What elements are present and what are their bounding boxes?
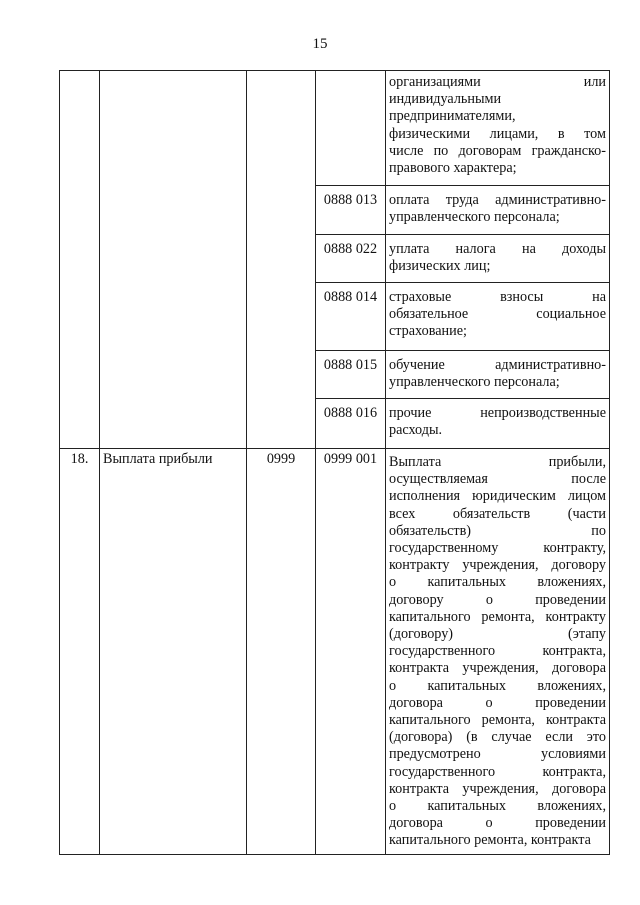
description-line: о капитальных вложениях, — [389, 574, 606, 591]
description-line: обучение административно- — [389, 357, 606, 373]
description-cell — [386, 235, 610, 283]
description-line: всех обязательств (части — [389, 505, 606, 522]
description-line: страховые взносы на — [389, 289, 606, 305]
row-name-cell: Выплата прибыли — [100, 449, 247, 855]
description-cell — [386, 186, 610, 235]
description-line: предусмотрено условиями — [389, 746, 606, 763]
description-line: о капитальных вложениях, — [389, 798, 606, 815]
sub-code-cell: 0888 013 — [316, 186, 386, 235]
description-line: оплата труда административно- — [389, 192, 606, 208]
sub-code-cell: 0888 016 — [316, 399, 386, 449]
description-line: договора о проведении — [389, 815, 606, 832]
description-line: уплата налога на доходы — [389, 241, 606, 257]
sub-code-cell: 0888 015 — [316, 351, 386, 399]
description-line: исполнения юридическим лицом — [389, 488, 606, 505]
description-line: страхование; — [389, 323, 467, 340]
sub-code-cell: 0999 001 — [316, 449, 386, 855]
description-line: физическими лицами, в том — [389, 125, 606, 142]
table-row-18 — [60, 449, 610, 855]
sub-code-cell — [316, 71, 386, 186]
description-line: государственного контракта, — [389, 643, 606, 660]
description-line: осуществляемая после — [389, 471, 606, 488]
description-line: управленческого персонала; — [389, 374, 560, 391]
description-cell — [386, 351, 610, 399]
description-line: прочие непроизводственные — [389, 405, 606, 421]
row-number-cell — [60, 71, 100, 449]
description-line: обязательное социальное — [389, 306, 606, 323]
description-line: договору о проведении — [389, 591, 606, 608]
description-cell — [386, 399, 610, 449]
row-code-cell: 0999 — [247, 449, 316, 855]
description-line: Выплата прибыли, — [389, 454, 606, 470]
description-line: (договора) (в случае если это — [389, 729, 606, 746]
description-line: физических лиц; — [389, 258, 491, 275]
description-line: индивидуальными — [389, 91, 502, 108]
description-line: организациями или — [389, 74, 606, 90]
description-line: государственному контракту, — [389, 540, 606, 557]
description-line: капитального ремонта, контракта — [389, 832, 591, 849]
sub-code-cell: 0888 022 — [316, 235, 386, 283]
description-line: расходы. — [389, 422, 443, 439]
description-line: правового характера; — [389, 160, 517, 177]
description-line: обязательств) по — [389, 522, 606, 539]
description-cell — [386, 449, 610, 855]
description-cell — [386, 71, 610, 186]
description-line: контракту учреждения, договору — [389, 557, 606, 574]
description-line: (договору) (этапу — [389, 626, 606, 643]
description-line: числе по договорам гражданско- — [389, 142, 606, 159]
row-code-cell — [247, 71, 316, 449]
page-number: 15 — [312, 36, 328, 52]
description-line: государственного контракта, — [389, 763, 606, 780]
row-name-cell — [100, 71, 247, 449]
description-line: договора о проведении — [389, 694, 606, 711]
description-line: о капитальных вложениях, — [389, 677, 606, 694]
description-line: управленческого персонала; — [389, 209, 560, 226]
description-cell — [386, 283, 610, 351]
expense-codes-table — [59, 70, 610, 855]
table-row-continuation — [60, 71, 610, 186]
description-line: капитального ремонта, контракту — [389, 608, 606, 625]
description-line: контракта учреждения, договора — [389, 660, 606, 677]
sub-code-cell: 0888 014 — [316, 283, 386, 351]
description-line: контракта учреждения, договора — [389, 780, 606, 797]
description-line: капитального ремонта, контракта — [389, 712, 606, 729]
row-number-cell: 18. — [60, 449, 100, 855]
description-line: предпринимателями, — [389, 108, 516, 125]
